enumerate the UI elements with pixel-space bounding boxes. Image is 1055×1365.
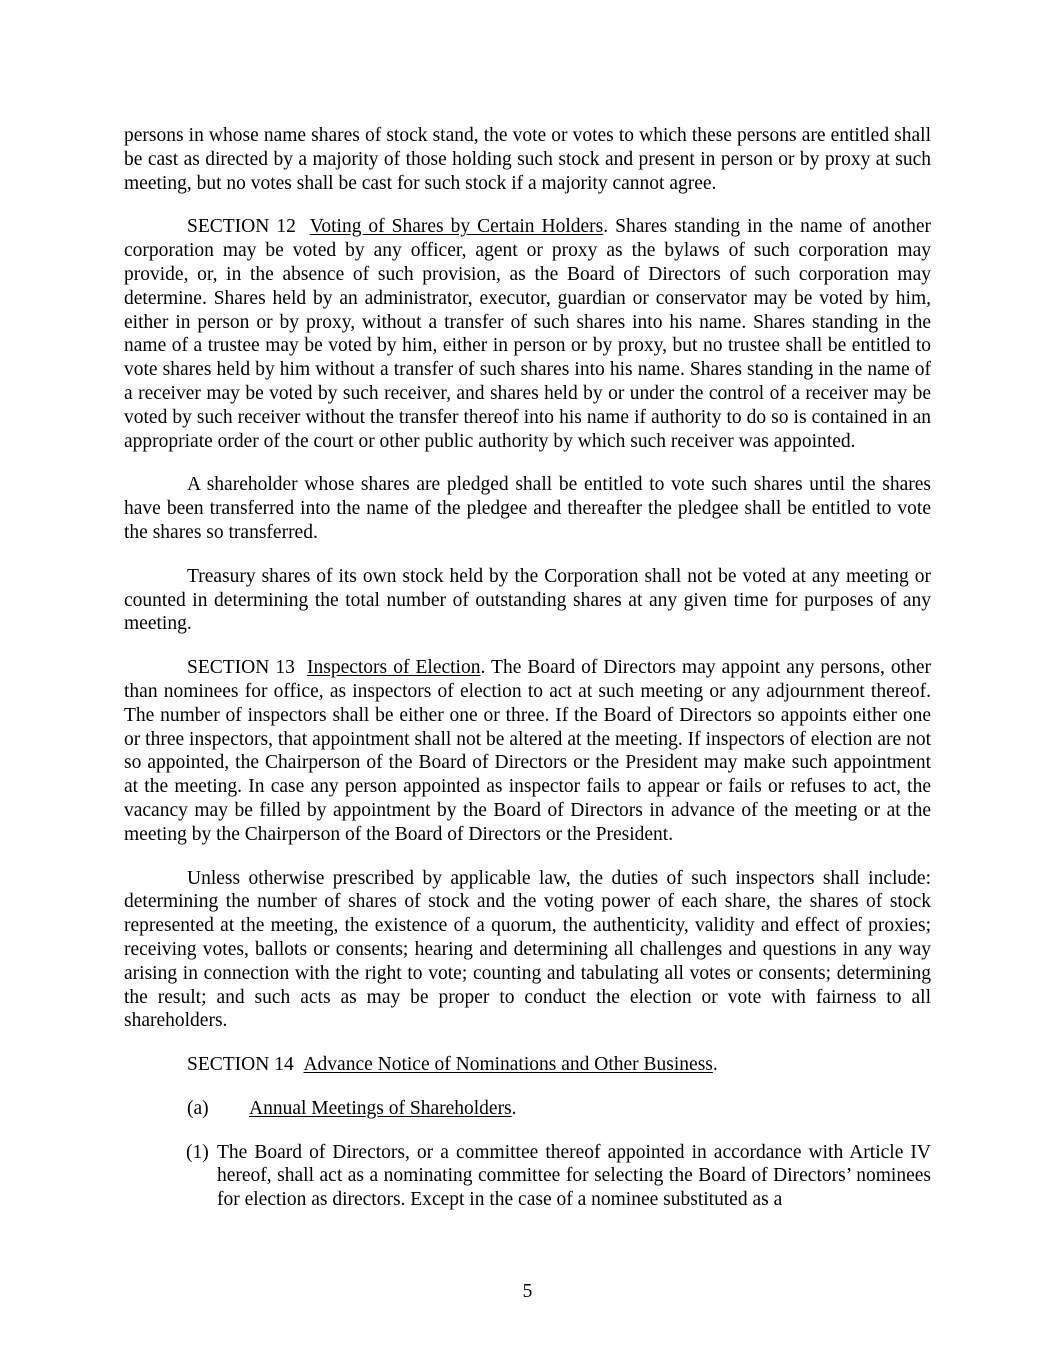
subsection-a-title-end: .: [511, 1097, 517, 1119]
inspector-duties-paragraph: Unless otherwise prescribed by applicable law, the duties of such inspectors shall include: determining the number of shares of stock and the voting power of each share, the shares of stock represented at the meeting, the existence of a quorum, the authenticity, validity and effect of proxies; receiving votes, ballots or consents; hearing and determining all challenges and questions in any way arising in connection with the right to vote; counting and tabulating all votes or consents; determining the result; and such acts as may be proper to conduct the election or vote with fairness to all shareholders.: [124, 867, 931, 1032]
section-14-heading: [124, 1053, 931, 1077]
subsection-a-heading: [124, 1097, 931, 1121]
page-number: 5: [522, 1281, 533, 1302]
subsection-a-label: (a): [187, 1097, 209, 1119]
section-14-title: Advance Notice of Nominations and Other Business: [303, 1054, 713, 1076]
section-14-number: SECTION 14: [187, 1054, 294, 1076]
numbered-item-1-number: (1): [186, 1141, 209, 1163]
continuation-paragraph: persons in whose name shares of stock stand, the vote or votes to which these persons are entitled shall be cast as directed by a majority of those holding such stock and present in person or by proxy at such meeting, but no votes shall be cast for such stock if a majority cannot agree.: [124, 125, 931, 194]
treasury-shares-paragraph: Treasury shares of its own stock held by the Corporation shall not be voted at any meeting or counted in determining the total number of outstanding shares at any given time for purposes of any meeting.: [124, 565, 931, 635]
numbered-item-1-text: The Board of Directors, or a committee thereof appointed in accordance with Article IV hereof, shall act as a nominating committee for selecting the Board of Directors’ nominees for election as directors. Except in the case of a nominee substituted as a: [217, 1141, 931, 1211]
section-13-body: . The Board of Directors may appoint any persons, other than nominees for office, as inspectors of election to act at such meeting or any adjournment thereof. The number of inspectors shall be either one or three. If the Board of Directors so appoints either one or three inspectors, that appointment shall not be altered at the meeting. If inspectors of election are not so appointed, the Chairperson of the Board of Directors or the President may make such appointment at the meeting. In case any person appointed as inspector fails to appear or fails or refuses to act, the vacancy may be filled by appointment by the Board of Directors in advance of the meeting or at the meeting by the Chairperson of the Board of Directors or the President.: [124, 657, 931, 845]
page-body: [124, 124, 931, 1212]
section-12-number: SECTION 12: [187, 216, 296, 238]
section-12-title: Voting of Shares by Certain Holders: [309, 216, 604, 238]
section-13-number: SECTION 13: [187, 657, 295, 679]
pledged-shares-paragraph: A shareholder whose shares are pledged shall be entitled to vote such shares until the shares have been transferred into the name of the pledgee and thereafter the pledgee shall be entitled to vote the shares so transferred.: [124, 474, 931, 543]
section-13-paragraph: [124, 656, 931, 846]
section-14-title-end: .: [712, 1054, 718, 1076]
section-12-paragraph: [124, 215, 931, 453]
numbered-item-1: [124, 1141, 931, 1212]
subsection-a-title: Annual Meetings of Shareholders: [249, 1097, 512, 1119]
section-13-title: Inspectors of Election: [307, 657, 481, 679]
section-12-body: . Shares standing in the name of another corporation may be voted by any officer, agent or proxy as the bylaws of such corporation may provide, or, in the absence of such provision, as the Board of Directors of such corporation may determine. Shares held by an administrator, executor, guardian or conservator may be voted by him, either in person or by proxy, without a transfer of such shares into his name. Shares standing in the name of a trustee may be voted by him, either in person or by proxy, but no trustee shall be entitled to vote shares held by him without a transfer of such shares into his name. Shares standing in the name of a receiver may be voted by such receiver, and shares held by or under the control of a receiver may be voted by such receiver without the transfer thereof into his name if authority to do so is contained in an appropriate order of the court or other public authority by which such receiver was appointed.: [124, 216, 931, 452]
